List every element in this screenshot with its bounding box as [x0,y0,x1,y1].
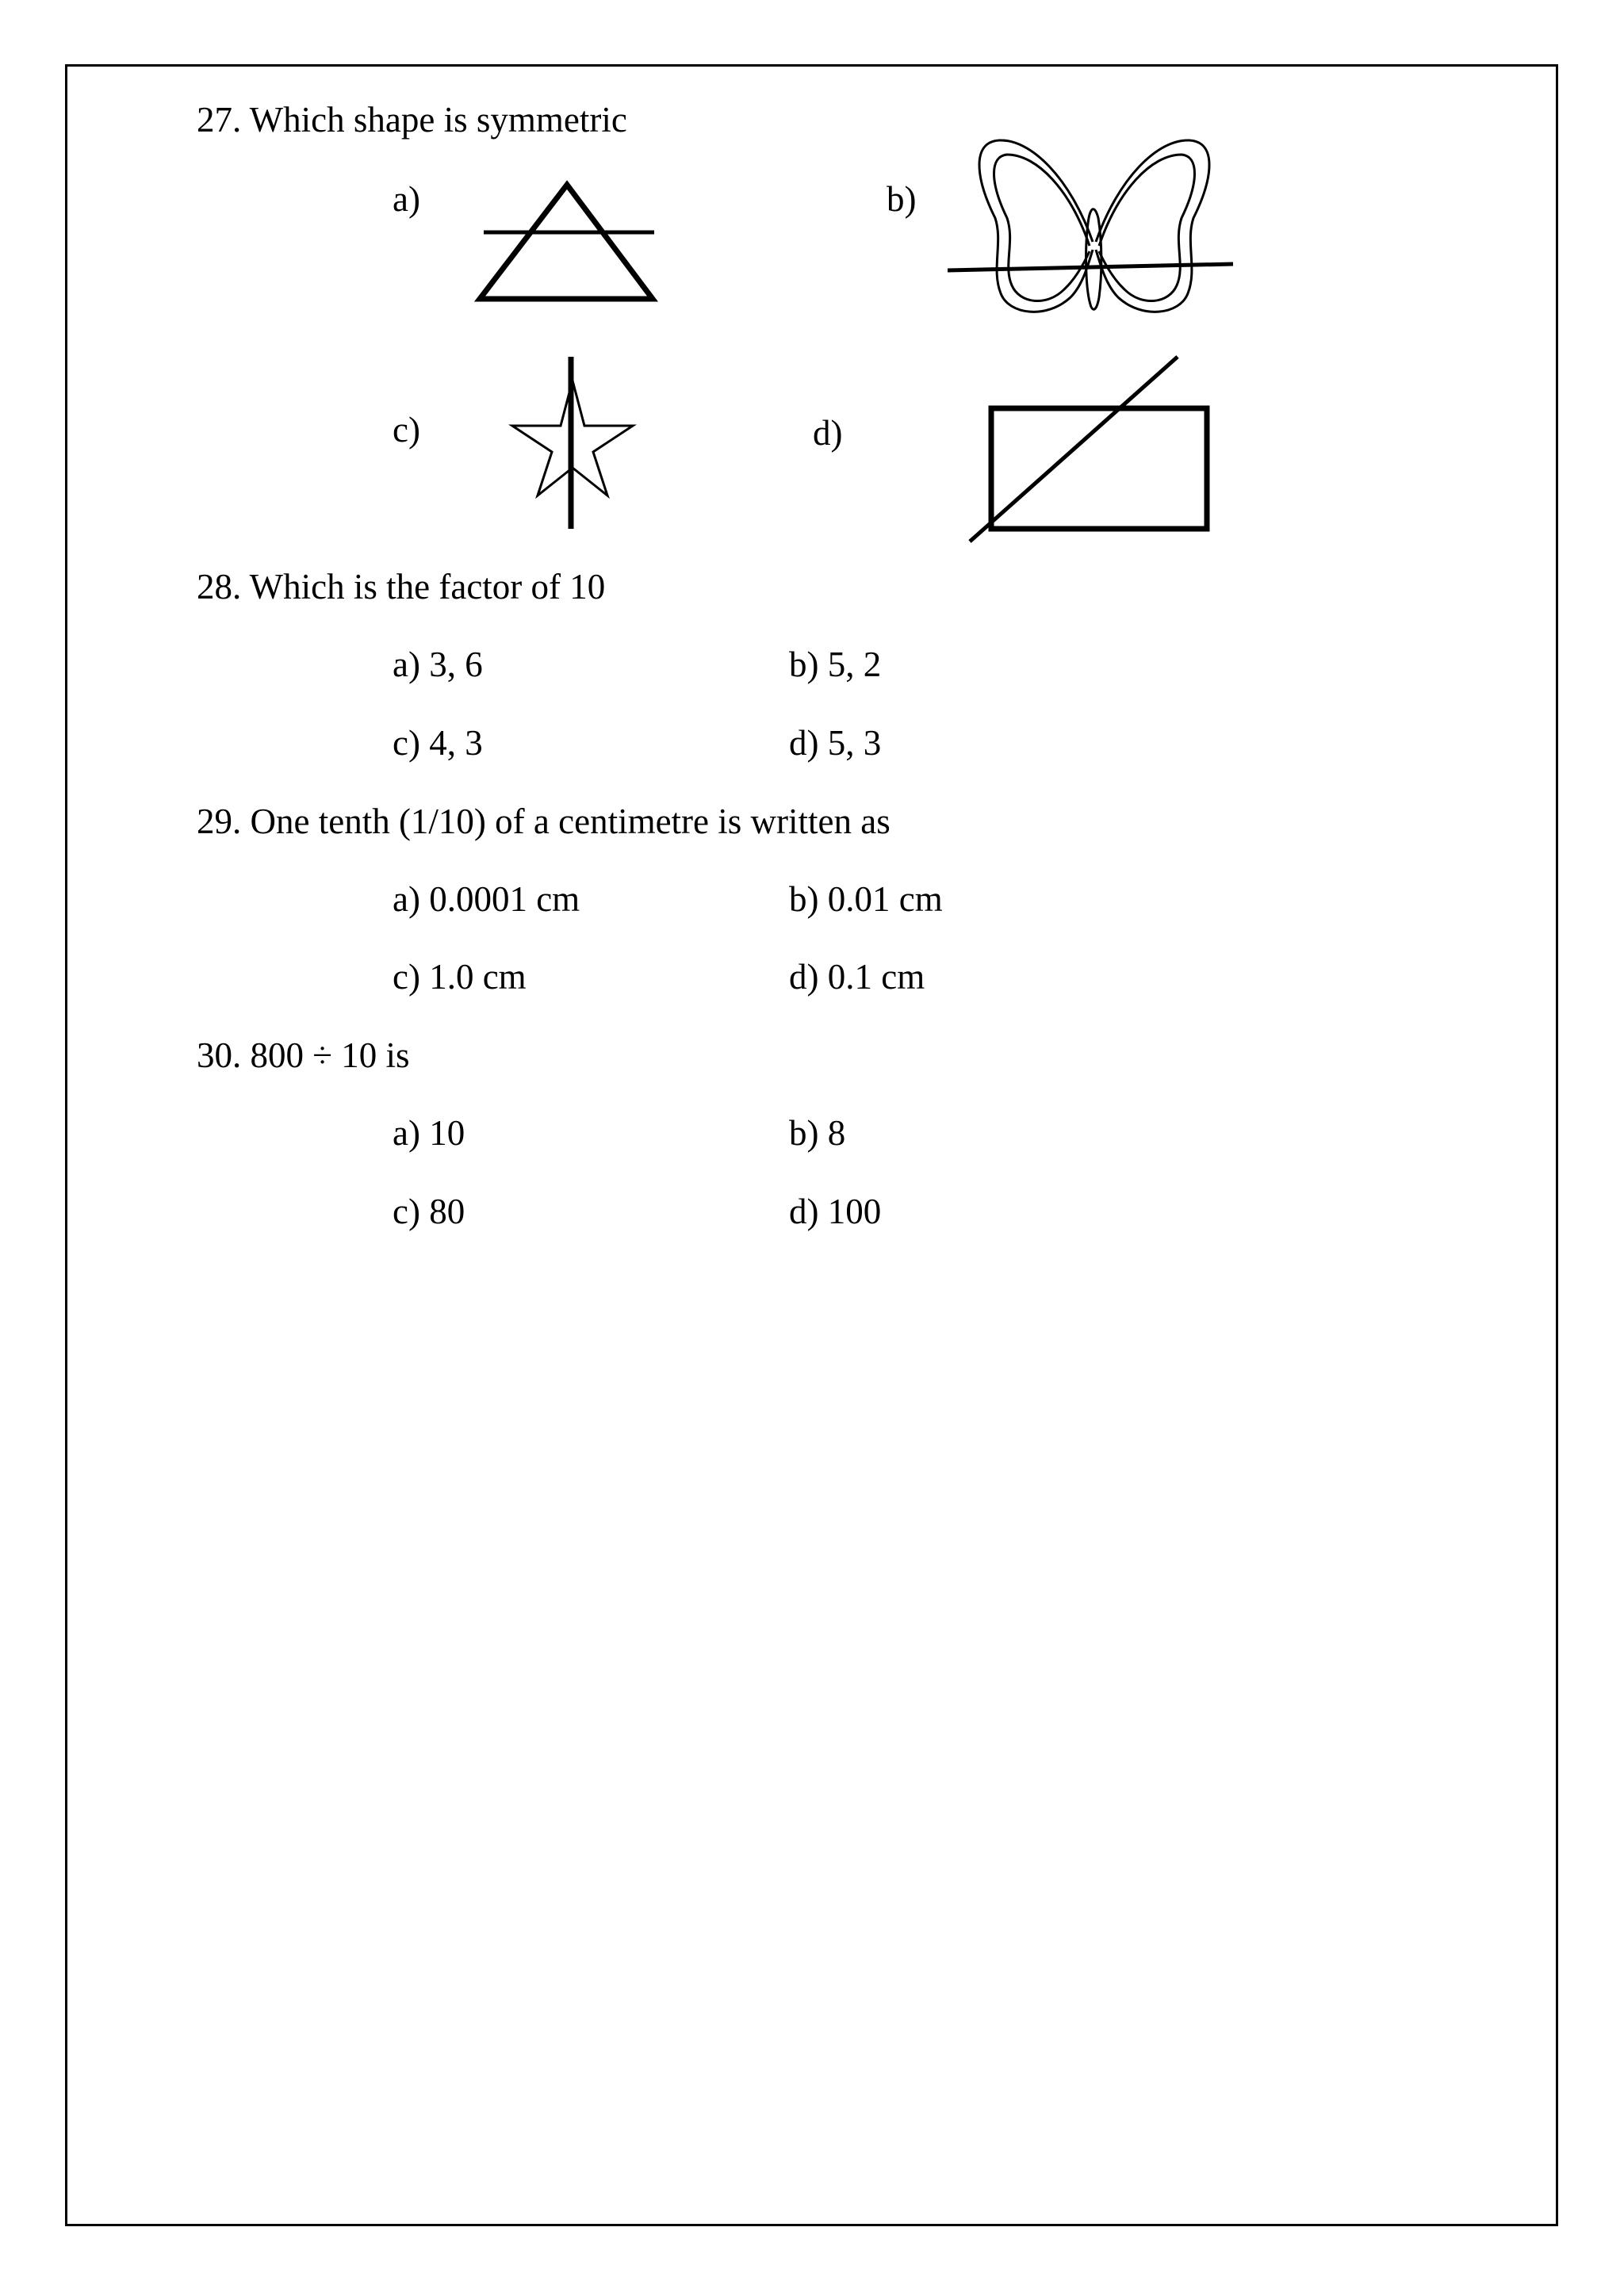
rectangle-icon [963,353,1217,543]
q29-option-a: a) 0.0001 cm [393,879,580,919]
q27-option-b-label: b) [887,179,917,219]
q28-option-b: b) 5, 2 [789,645,882,684]
q27-option-a-label: a) [393,179,420,219]
q30-option-b: b) 8 [789,1113,846,1153]
question-29-text: 29. One tenth (1/10) of a centimetre is written as [197,802,891,841]
q29-option-c: c) 1.0 cm [393,957,527,997]
q28-option-a: a) 3, 6 [393,645,483,684]
q30-option-d: d) 100 [789,1192,882,1231]
question-30-text: 30. 800 ÷ 10 is [197,1035,410,1075]
q28-option-d: d) 5, 3 [789,723,882,763]
q29-option-b: b) 0.01 cm [789,879,943,919]
question-28-text: 28. Which is the factor of 10 [197,567,606,607]
q27-option-c-label: c) [393,410,420,450]
q30-option-a: a) 10 [393,1113,465,1153]
star-icon [500,353,642,531]
q30-option-c: c) 80 [393,1192,465,1231]
q28-option-c: c) 4, 3 [393,723,483,763]
q29-option-d: d) 0.1 cm [789,957,925,997]
triangle-icon [472,178,662,305]
q27-option-d-label: d) [813,413,843,453]
butterfly-icon [944,131,1245,329]
question-27-text: 27. Which shape is symmetric [197,100,627,140]
